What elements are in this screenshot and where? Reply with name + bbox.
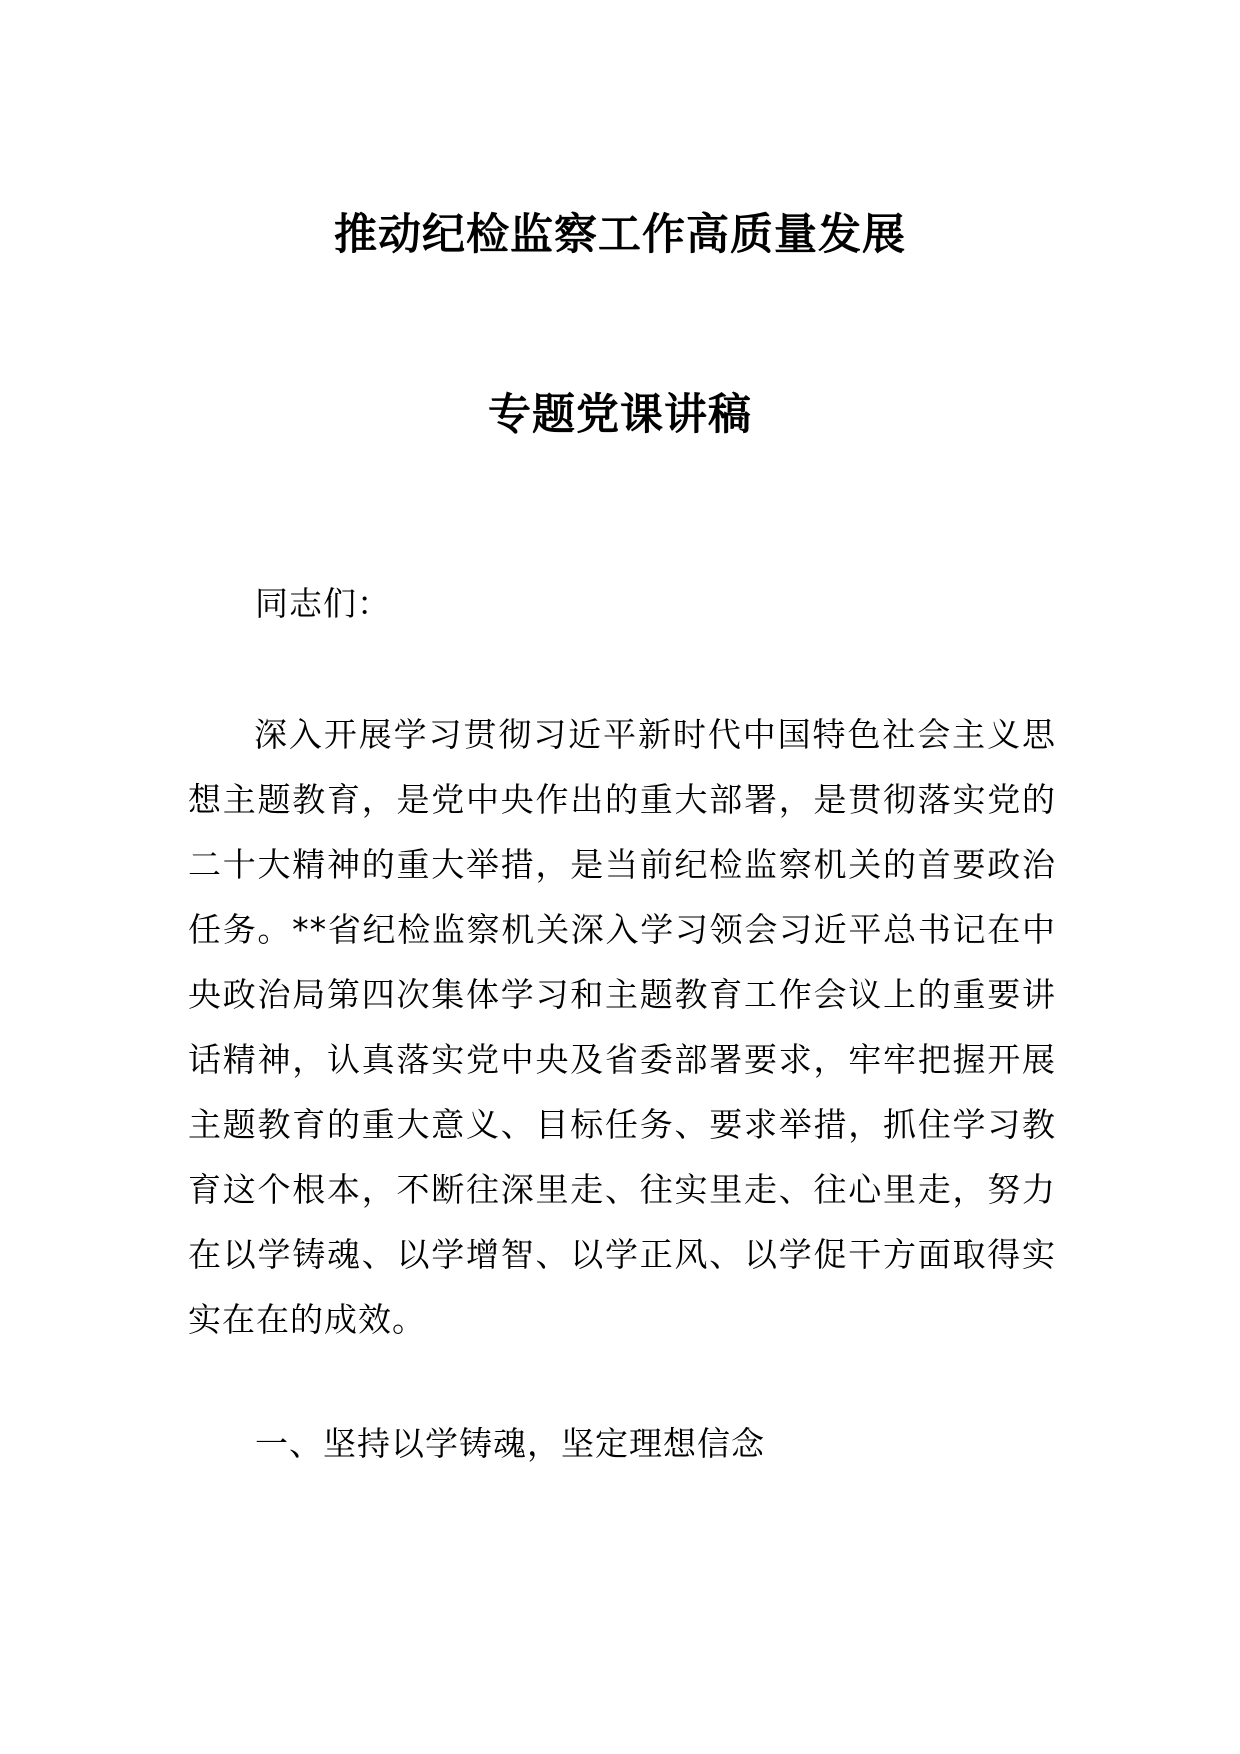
greeting: 同志们： [255,584,391,623]
document-title-line-1: 推动纪检监察工作高质量发展 [334,210,906,260]
document-title-line-2: 专题党课讲稿 [488,390,752,440]
body-paragraph: 深入开展学习贯彻习近平新时代中国特色社会主义思想主题教育，是党中央作出的重大部署，是贯彻落实党的二十大精神的重大举措，是当前纪检监察机关的首要政治任务。**省纪检监察机关深入学习领会习近平总书记在中央政治局第四次集体学习和主题教育工作会议上的重要讲话精神，认真落实党中央及省委部署要求，牢牢把握开展主题教育的重大意义、目标任务、要求举措，抓住学习教育这个根本，不断往深里走、往实里走、往心里走，努力在以学铸魂、以学增智、以学正风、以学促干方面取得实实在在的成效。 [188,715,1056,1339]
section-heading: 一、坚持以学铸魂，坚定理想信念 [255,1424,765,1463]
